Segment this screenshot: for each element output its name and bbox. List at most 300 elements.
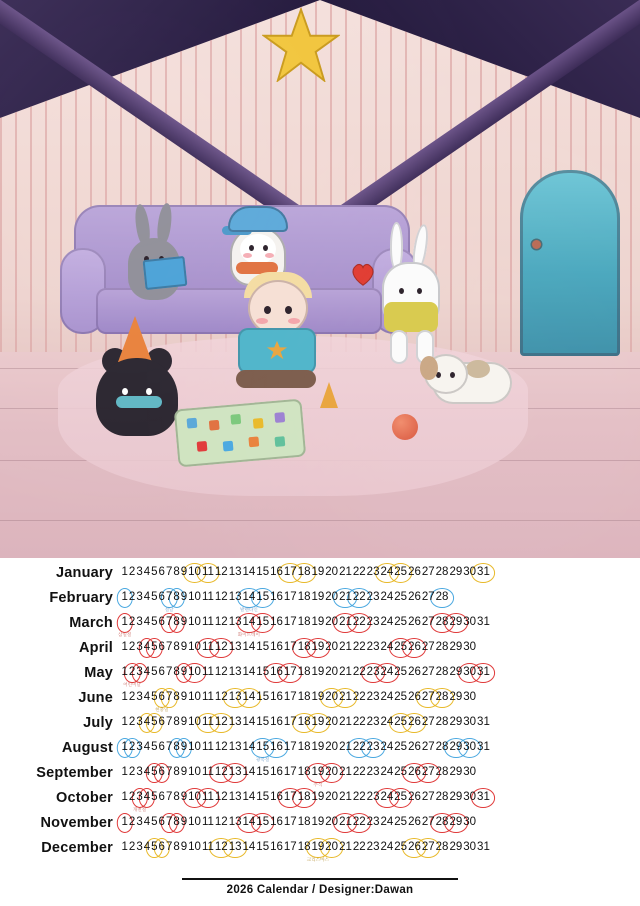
calendar-day[interactable]: 21 — [339, 790, 352, 803]
calendar-day[interactable]: 15 — [256, 640, 270, 653]
calendar-day[interactable]: 23 — [366, 615, 380, 628]
calendar-day[interactable]: 28 — [435, 692, 449, 704]
calendar-day[interactable]: 18 — [297, 665, 311, 678]
calendar-day[interactable]: 7 — [165, 840, 173, 853]
calendar-day[interactable]: 20 — [325, 767, 339, 779]
calendar-day[interactable]: 16 — [270, 640, 283, 653]
calendar-day[interactable]: 21 — [339, 817, 353, 829]
calendar-day[interactable]: 10 — [188, 840, 201, 853]
calendar-day[interactable]: 27 — [421, 790, 435, 803]
calendar-day[interactable]: 20 — [325, 692, 339, 704]
calendar-day[interactable]: 15 — [256, 840, 270, 853]
calendar-day[interactable]: 10 — [188, 740, 201, 753]
calendar-day[interactable]: 23 — [366, 742, 380, 754]
calendar-day[interactable]: 28 — [435, 765, 449, 778]
calendar-day[interactable]: 23 — [366, 715, 380, 728]
calendar-day[interactable]: 20 — [325, 665, 339, 678]
calendar-day[interactable]: 2 — [128, 565, 136, 578]
calendar-day[interactable]: 21 — [339, 665, 352, 678]
calendar-day[interactable]: 28 — [435, 617, 449, 629]
calendar-day[interactable]: 31 — [477, 667, 491, 679]
calendar-day[interactable]: 9 — [180, 640, 188, 653]
calendar-day[interactable]: 20 — [325, 715, 339, 728]
calendar-day[interactable]: 9 — [180, 715, 188, 728]
calendar-day[interactable]: 20 — [325, 565, 339, 578]
calendar-day[interactable]: 17 — [283, 667, 297, 679]
calendar-day[interactable]: 20 — [325, 842, 339, 854]
calendar-day[interactable]: 2 — [128, 790, 136, 803]
calendar-day[interactable]: 17 — [283, 615, 297, 628]
calendar-day[interactable]: 3 — [136, 815, 143, 828]
calendar-day[interactable]: 27 — [421, 715, 435, 728]
calendar-day[interactable]: 1 — [121, 592, 128, 604]
calendar-day[interactable]: 20 — [325, 590, 339, 603]
calendar-day[interactable]: 25 — [394, 840, 408, 853]
calendar-day[interactable]: 20 — [325, 815, 339, 828]
calendar-day[interactable]: 8 — [173, 840, 180, 853]
calendar-day[interactable]: 26 — [408, 565, 421, 578]
calendar-day[interactable]: 2 — [128, 690, 136, 703]
calendar-day[interactable]: 15 — [256, 790, 270, 803]
calendar-day[interactable]: 16 — [270, 690, 283, 703]
calendar-day[interactable]: 23 — [366, 765, 380, 778]
calendar-day[interactable]: 26 — [408, 767, 422, 779]
calendar-day[interactable]: 19 — [311, 815, 325, 828]
calendar-day[interactable]: 30 — [463, 690, 477, 703]
calendar-day[interactable]: 6 — [158, 565, 165, 578]
calendar-day[interactable]: 8 — [173, 690, 180, 703]
calendar-day[interactable]: 9 — [180, 690, 188, 703]
calendar-day[interactable]: 23 — [366, 690, 380, 703]
calendar-day[interactable]: 13 — [228, 692, 242, 704]
calendar-day[interactable]: 15 — [256, 665, 270, 678]
calendar-day[interactable]: 17 — [283, 567, 297, 579]
calendar-day[interactable]: 12 — [214, 642, 228, 654]
calendar-day[interactable]: 3 개천절 — [136, 792, 143, 804]
calendar-day[interactable]: 21 — [339, 565, 352, 578]
calendar-day[interactable]: 2 — [128, 615, 136, 628]
calendar-day[interactable]: 26 — [408, 717, 422, 729]
calendar-day[interactable]: 14 — [242, 565, 256, 578]
calendar-day[interactable]: 12 — [214, 615, 228, 628]
calendar-day[interactable]: 25 — [394, 815, 408, 828]
calendar-day[interactable]: 15 — [256, 765, 270, 778]
calendar-day[interactable]: 19 — [311, 590, 325, 603]
calendar-day[interactable]: 20 — [325, 790, 339, 803]
calendar-day[interactable]: 7 — [165, 565, 173, 578]
calendar-day[interactable]: 7 — [165, 640, 173, 653]
calendar-day[interactable]: 15 — [256, 817, 270, 829]
calendar-day[interactable]: 5 — [151, 590, 158, 603]
calendar-day[interactable]: 1 — [121, 840, 128, 853]
calendar-day[interactable]: 8 — [173, 817, 180, 829]
calendar-day[interactable]: 2 — [128, 590, 136, 603]
calendar-day[interactable]: 18 — [297, 792, 311, 804]
calendar-day[interactable]: 6 — [158, 665, 165, 678]
calendar-day[interactable]: 29 — [449, 840, 463, 853]
calendar-day[interactable]: 29 — [449, 665, 463, 678]
calendar-day[interactable]: 17 — [283, 765, 297, 778]
calendar-day[interactable]: 6 — [158, 815, 165, 828]
calendar-day[interactable]: 10 — [188, 765, 201, 778]
calendar-day[interactable]: 28 — [435, 840, 449, 853]
calendar-day[interactable]: 8 — [173, 665, 180, 678]
calendar-day[interactable]: 29 — [449, 690, 463, 703]
calendar-day[interactable]: 27 — [421, 815, 435, 828]
calendar-day[interactable]: 30 — [463, 615, 477, 628]
calendar-day[interactable]: 13 — [228, 715, 242, 728]
calendar-day[interactable]: 22 — [352, 790, 366, 803]
calendar-day[interactable]: 16 — [270, 840, 283, 853]
calendar-day[interactable]: 4 — [143, 615, 151, 628]
calendar-day[interactable]: 18 — [297, 765, 311, 778]
calendar-day[interactable]: 22 — [352, 617, 366, 629]
calendar-day[interactable]: 29 — [449, 617, 463, 629]
calendar-day[interactable]: 6 — [158, 590, 165, 603]
calendar-day[interactable]: 4 — [143, 792, 150, 804]
calendar-day[interactable]: 8 — [173, 617, 180, 629]
calendar-day[interactable]: 11 — [201, 665, 214, 678]
calendar-day[interactable]: 1 — [121, 715, 128, 728]
calendar-day[interactable]: 16 — [270, 715, 283, 728]
calendar-day[interactable]: 17 — [283, 740, 297, 753]
calendar-day[interactable]: 7 — [165, 817, 172, 829]
calendar-day[interactable]: 31 — [477, 840, 490, 853]
calendar-day[interactable]: 31 — [477, 615, 490, 628]
calendar-day[interactable]: 13 — [228, 615, 242, 628]
calendar-day[interactable]: 14 — [242, 840, 256, 853]
calendar-day[interactable]: 19 — [311, 642, 325, 654]
calendar-day[interactable]: 11 — [201, 642, 214, 654]
calendar-day[interactable]: 15 — [256, 617, 270, 629]
calendar-day[interactable]: 26 — [408, 665, 421, 678]
calendar-day[interactable]: 28 — [435, 817, 449, 829]
calendar-day[interactable]: 5 — [151, 740, 158, 753]
calendar-day[interactable]: 14 — [242, 740, 256, 753]
calendar-day[interactable]: 17 — [283, 840, 297, 853]
calendar-day[interactable]: 22 — [352, 592, 366, 604]
calendar-day[interactable]: 30 — [463, 840, 477, 853]
calendar-day[interactable]: 21 — [339, 692, 353, 704]
calendar-day[interactable]: 1 — [121, 640, 128, 653]
calendar-day[interactable]: 28 — [435, 715, 449, 728]
calendar-day[interactable]: 11 — [201, 815, 214, 828]
calendar-day[interactable]: 26 — [408, 815, 421, 828]
calendar-day[interactable]: 11 — [201, 717, 214, 729]
calendar-day[interactable]: 25 — [394, 665, 408, 678]
calendar-day[interactable]: 3 — [136, 615, 143, 628]
calendar-day[interactable]: 1 — [121, 790, 128, 803]
calendar-day[interactable]: 10 — [188, 640, 201, 653]
calendar-day[interactable]: 16 — [270, 565, 283, 578]
calendar-day[interactable]: 22 — [352, 840, 366, 853]
calendar-day[interactable]: 27 — [421, 590, 435, 603]
calendar-day[interactable]: 22 — [352, 765, 366, 778]
calendar-day[interactable]: 10 — [188, 567, 202, 579]
calendar-day[interactable]: 11 — [201, 590, 214, 603]
calendar-day[interactable]: 19 — [311, 690, 325, 703]
calendar-day[interactable]: 12 — [214, 590, 228, 603]
calendar-day[interactable]: 3 — [136, 740, 143, 753]
calendar-day[interactable]: 5 — [151, 565, 158, 578]
calendar-day[interactable]: 15 — [256, 565, 270, 578]
calendar-day[interactable]: 19 — [311, 615, 325, 628]
calendar-day[interactable]: 24 — [380, 715, 394, 728]
calendar-day[interactable]: 1 — [121, 565, 128, 578]
calendar-day[interactable]: 25 — [394, 740, 408, 753]
calendar-day[interactable]: 27 — [421, 640, 435, 653]
calendar-day[interactable]: 8 — [173, 765, 180, 778]
calendar-day[interactable]: 5 — [151, 665, 158, 678]
calendar-day[interactable]: 1 — [121, 742, 128, 754]
calendar-day[interactable]: 7 — [165, 692, 172, 704]
calendar-day[interactable]: 15 — [256, 715, 270, 728]
calendar-day[interactable]: 3 — [136, 590, 143, 603]
calendar-day[interactable]: 16 — [270, 615, 283, 628]
calendar-day[interactable]: 4 — [143, 590, 151, 603]
calendar-day[interactable]: 25 — [394, 690, 408, 703]
calendar-day[interactable]: 24 — [380, 667, 394, 679]
calendar-day[interactable]: 7 — [165, 765, 173, 778]
calendar-day[interactable]: 12 — [214, 565, 228, 578]
calendar-day[interactable]: 9 — [180, 590, 188, 603]
calendar-day[interactable]: 4 — [143, 717, 150, 729]
calendar-day[interactable]: 15 광복절 — [256, 742, 270, 754]
calendar-day[interactable]: 14 발렌타인 — [242, 592, 256, 604]
calendar-day[interactable]: 17 — [283, 715, 297, 728]
calendar-day[interactable]: 24 — [380, 567, 394, 579]
calendar-day[interactable]: 30 — [463, 742, 477, 754]
calendar-day[interactable]: 7 설날 — [165, 592, 172, 604]
calendar-day[interactable]: 28 — [435, 665, 449, 678]
calendar-day[interactable]: 19 — [311, 740, 325, 753]
calendar-day[interactable]: 27 — [421, 565, 435, 578]
calendar-day[interactable]: 6 — [158, 740, 165, 753]
calendar-day[interactable]: 16 — [270, 667, 284, 679]
calendar-day[interactable]: 12 — [214, 842, 228, 854]
calendar-day[interactable]: 7 — [165, 740, 173, 753]
calendar-day[interactable]: 18 — [297, 590, 311, 603]
calendar-day[interactable]: 16 — [270, 815, 283, 828]
calendar-day[interactable]: 24 — [380, 640, 394, 653]
calendar-day[interactable]: 18 — [297, 642, 311, 654]
calendar-day[interactable]: 18 — [297, 815, 311, 828]
calendar-day[interactable]: 21 — [339, 765, 352, 778]
calendar-day[interactable]: 11 — [201, 792, 214, 804]
calendar-day[interactable]: 26 — [408, 642, 422, 654]
calendar-day[interactable]: 22 — [352, 665, 366, 678]
calendar-day[interactable]: 17 — [283, 590, 297, 603]
calendar-day[interactable]: 3 — [136, 840, 143, 853]
calendar-day[interactable]: 22 — [352, 690, 366, 703]
calendar-day[interactable]: 17 — [283, 690, 297, 703]
calendar-day[interactable]: 22 — [352, 742, 366, 754]
calendar-day[interactable]: 8 — [173, 715, 180, 728]
calendar-day[interactable]: 29 — [449, 765, 463, 778]
calendar-day[interactable]: 31 — [477, 567, 491, 579]
calendar-day[interactable]: 23 — [366, 640, 380, 653]
calendar-day[interactable]: 30 — [463, 667, 477, 679]
calendar-day[interactable]: 23 — [366, 667, 380, 679]
calendar-day[interactable]: 16 — [270, 790, 283, 803]
calendar-day[interactable]: 26 — [408, 690, 421, 703]
calendar-day[interactable]: 2 — [128, 640, 136, 653]
calendar-day[interactable]: 8 — [173, 640, 180, 653]
calendar-day[interactable]: 19 추석 — [311, 767, 325, 779]
calendar-day[interactable]: 10 — [188, 690, 201, 703]
calendar-day[interactable]: 3 — [136, 715, 143, 728]
calendar-day[interactable]: 13 — [228, 842, 242, 854]
calendar-day[interactable]: 28 — [435, 740, 449, 753]
calendar-day[interactable]: 12 — [214, 717, 228, 729]
calendar-day[interactable]: 2 — [128, 742, 135, 754]
calendar-day[interactable]: 23 — [366, 840, 380, 853]
calendar-day[interactable]: 9 — [180, 840, 188, 853]
calendar-day[interactable]: 28 — [435, 640, 449, 653]
calendar-day[interactable]: 6 — [158, 767, 165, 779]
calendar-day[interactable]: 13 — [228, 790, 242, 803]
calendar-day[interactable]: 30 — [463, 640, 477, 653]
calendar-day[interactable]: 11 — [201, 567, 214, 579]
calendar-day[interactable]: 11 — [201, 740, 214, 753]
calendar-day[interactable]: 4 — [143, 840, 151, 853]
calendar-day[interactable]: 23 — [366, 790, 380, 803]
calendar-day[interactable]: 29 — [449, 742, 463, 754]
calendar-day[interactable]: 14 — [242, 692, 256, 704]
calendar-day[interactable]: 10 — [188, 590, 201, 603]
calendar-day[interactable]: 24 — [380, 615, 394, 628]
calendar-day[interactable]: 4 — [143, 565, 151, 578]
calendar-day[interactable]: 11 — [201, 840, 214, 853]
calendar-day[interactable]: 20 — [325, 640, 339, 653]
calendar-day[interactable]: 25 — [394, 765, 408, 778]
calendar-day[interactable]: 5 — [151, 790, 158, 803]
calendar-day[interactable]: 30 — [463, 790, 477, 803]
calendar-day[interactable]: 14 — [242, 665, 256, 678]
calendar-day[interactable]: 21 — [339, 740, 352, 753]
calendar-day[interactable]: 2 — [128, 815, 136, 828]
calendar-day[interactable]: 14 — [242, 790, 256, 803]
calendar-day[interactable]: 23 — [366, 565, 380, 578]
calendar-day[interactable]: 4 — [143, 665, 151, 678]
calendar-day[interactable]: 16 — [270, 742, 284, 754]
calendar-day[interactable]: 25 — [394, 792, 408, 804]
calendar-day[interactable]: 10 — [188, 615, 201, 628]
calendar-day[interactable]: 9 — [180, 742, 187, 754]
calendar-day[interactable]: 2 어린이날 — [128, 667, 135, 679]
calendar-day[interactable]: 14 — [242, 715, 256, 728]
calendar-day[interactable]: 31 — [477, 792, 491, 804]
calendar-day[interactable]: 25 — [394, 615, 408, 628]
calendar-day[interactable]: 21 — [339, 592, 353, 604]
calendar-day[interactable]: 19 — [311, 565, 325, 578]
calendar-day[interactable]: 12 — [214, 740, 228, 753]
calendar-day[interactable]: 29 — [449, 640, 463, 653]
calendar-day[interactable]: 19 크리스마스 — [311, 842, 325, 854]
calendar-day[interactable]: 6 — [158, 790, 165, 803]
calendar-day[interactable]: 22 — [352, 565, 366, 578]
calendar-day[interactable]: 6 — [158, 615, 165, 628]
calendar-day[interactable]: 2 — [128, 840, 136, 853]
calendar-day[interactable]: 24 — [380, 690, 394, 703]
calendar-day[interactable]: 27 — [421, 692, 435, 704]
calendar-day[interactable]: 10 — [188, 715, 201, 728]
calendar-day[interactable]: 14 화이트데이 — [242, 617, 256, 629]
calendar-day[interactable]: 8 — [173, 592, 180, 604]
calendar-day[interactable]: 18 — [297, 690, 311, 703]
calendar-day[interactable]: 3 — [136, 690, 143, 703]
calendar-day[interactable]: 25 — [394, 590, 408, 603]
calendar-day[interactable]: 9 — [180, 667, 187, 679]
calendar-day[interactable]: 1 삼일절 — [121, 617, 128, 629]
calendar-day[interactable]: 7 — [165, 665, 173, 678]
calendar-day[interactable]: 20 — [325, 615, 339, 628]
calendar-day[interactable]: 26 — [408, 740, 421, 753]
calendar-day[interactable]: 17 — [283, 640, 297, 653]
calendar-day[interactable]: 27 — [421, 615, 435, 628]
calendar-day[interactable]: 24 — [380, 765, 394, 778]
calendar-day[interactable]: 18 — [297, 567, 311, 579]
calendar-day[interactable]: 14 — [242, 817, 256, 829]
calendar-day[interactable]: 4 — [143, 740, 151, 753]
calendar-day[interactable]: 28 — [435, 592, 449, 604]
calendar-day[interactable]: 9 — [180, 790, 188, 803]
calendar-day[interactable]: 26 — [408, 790, 421, 803]
calendar-day[interactable]: 6 — [158, 640, 165, 653]
calendar-day[interactable]: 22 — [352, 715, 366, 728]
calendar-day[interactable]: 9 — [180, 815, 188, 828]
calendar-day[interactable]: 12 — [214, 815, 228, 828]
calendar-day[interactable]: 5 — [151, 642, 158, 654]
calendar-day[interactable]: 21 — [339, 617, 353, 629]
calendar-day[interactable]: 29 — [449, 790, 463, 803]
calendar-day[interactable]: 13 — [228, 665, 242, 678]
calendar-day[interactable]: 1 — [121, 817, 128, 829]
calendar-day[interactable]: 7 — [165, 790, 173, 803]
calendar-day[interactable]: 3 — [136, 640, 143, 653]
calendar-day[interactable]: 16 — [270, 765, 283, 778]
calendar-day[interactable]: 24 — [380, 840, 394, 853]
calendar-day[interactable]: 13 — [228, 565, 242, 578]
calendar-day[interactable]: 4 — [143, 690, 151, 703]
calendar-day[interactable]: 11 — [201, 690, 214, 703]
calendar-day[interactable]: 18 — [297, 840, 311, 853]
calendar-day[interactable]: 26 — [408, 590, 421, 603]
calendar-day[interactable]: 6 — [158, 715, 165, 728]
calendar-day[interactable]: 31 — [477, 740, 490, 753]
calendar-day[interactable]: 13 — [228, 640, 242, 653]
calendar-day[interactable]: 27 — [421, 767, 435, 779]
calendar-day[interactable]: 28 — [435, 790, 449, 803]
calendar-day[interactable]: 14 — [242, 640, 256, 653]
calendar-day[interactable]: 25 — [394, 717, 408, 729]
calendar-day[interactable]: 24 — [380, 590, 394, 603]
calendar-day[interactable]: 1 — [121, 690, 128, 703]
calendar-day[interactable]: 23 — [366, 590, 380, 603]
calendar-day[interactable]: 14 — [242, 765, 256, 778]
calendar-day[interactable]: 13 — [228, 590, 242, 603]
calendar-day[interactable]: 28 — [435, 565, 449, 578]
calendar-day[interactable]: 13 — [228, 767, 242, 779]
calendar-day[interactable]: 8 — [173, 565, 180, 578]
calendar-day[interactable]: 19 — [311, 790, 325, 803]
calendar-day[interactable]: 7 — [165, 715, 173, 728]
calendar-day[interactable]: 26 — [408, 842, 422, 854]
calendar-day[interactable]: 16 — [270, 590, 283, 603]
calendar-day[interactable]: 5 — [151, 842, 158, 854]
calendar-day[interactable]: 8 — [173, 790, 180, 803]
calendar-day[interactable]: 19 — [311, 717, 325, 729]
